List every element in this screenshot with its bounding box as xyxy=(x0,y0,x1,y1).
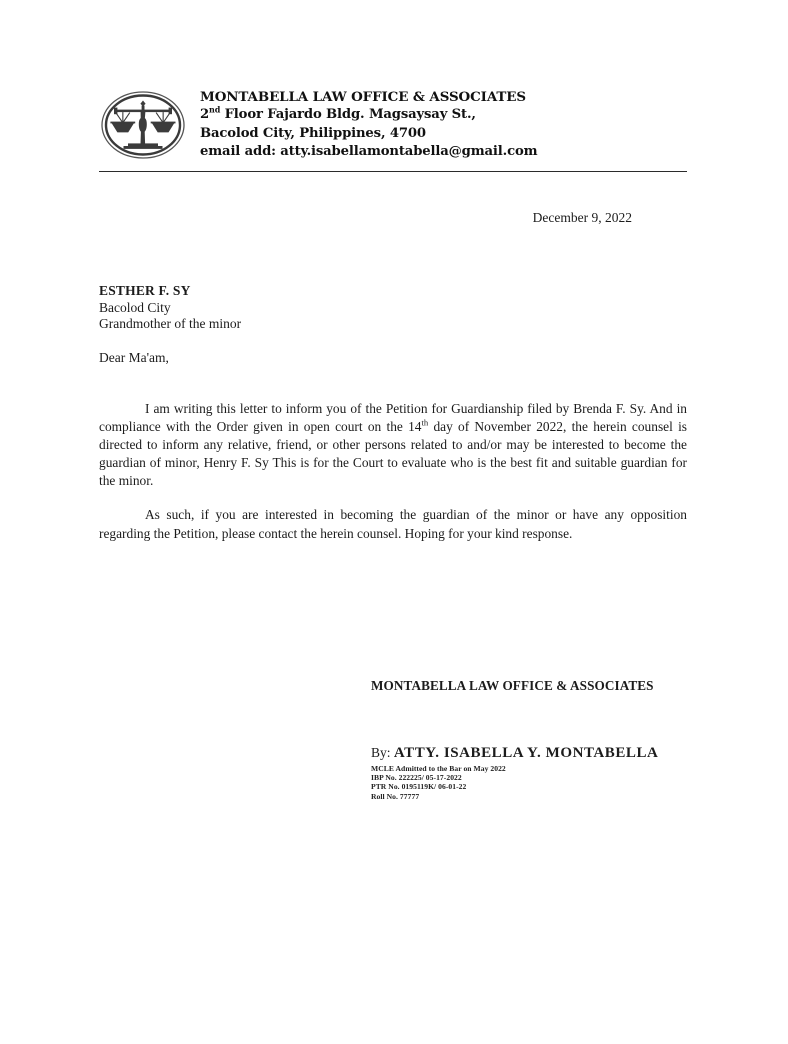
paragraph-1-text-part-2: day of November 2022, the herein counsel is directed to inform any relative, friend, or other persons related to and/or may be interested to become the guardian of minor, Henry F. Sy This is for the Court to evaluate who is the best fit and suitable guardian for the minor. xyxy=(99,419,687,489)
body-paragraph-2: As such, if you are interested in becoming the guardian of the minor or have any opposition regarding the Petition, please contact the herein counsel. Hoping for your kind response. xyxy=(99,507,687,541)
signature-attorney-line xyxy=(371,745,691,762)
attorney-name: ATTY. ISABELLA Y. MONTABELLA xyxy=(393,745,659,761)
credential-ptr: PTR No. 0195119K/ 06-01-22 xyxy=(371,782,467,792)
firm-name: MONTABELLA LAW OFFICE & ASSOCIATES xyxy=(200,89,526,105)
recipient-city: Bacolod City xyxy=(99,299,171,315)
firm-address-line-2: Bacolod City, Philippines, 4700 xyxy=(200,125,426,141)
credential-mcle: MCLE Admitted to the Bar on May 2022 xyxy=(371,764,506,773)
letterhead xyxy=(99,86,689,162)
signature-firm-name: MONTABELLA LAW OFFICE & ASSOCIATES xyxy=(371,678,654,693)
signature-block xyxy=(371,678,691,801)
salutation: Dear Ma'am, xyxy=(99,350,169,365)
firm-email: email add: atty.isabellamontabella@gmail.com xyxy=(200,144,538,160)
credential-roll: Roll No. 77777 xyxy=(371,791,420,801)
recipient-name: ESTHER F. SY xyxy=(99,283,191,298)
address-street: Floor Fajardo Bldg. Magsaysay St., xyxy=(220,107,476,123)
scales-of-justice-icon xyxy=(99,89,187,161)
firm-address-line-1 xyxy=(200,106,537,124)
ordinal-suffix-th: th xyxy=(421,417,429,428)
by-label: By: xyxy=(371,745,391,760)
letter-date: December 9, 2022 xyxy=(532,210,632,225)
paragraph-1-text-part-1: I am writing this letter to inform you of the Petition for Guardianship filed by Brenda F. Sy. And in compliance with the Order given in open court on the 14 xyxy=(99,401,687,435)
attorney-credentials xyxy=(371,764,691,801)
letter-body xyxy=(99,400,687,559)
address-ordinal-suffix: nd xyxy=(209,105,221,116)
credential-ibp: IBP No. 222225/ 05-17-2022 xyxy=(371,773,462,783)
firm-logo xyxy=(99,89,187,161)
recipient-block xyxy=(99,283,241,333)
address-floor-number: 2 xyxy=(200,107,210,123)
recipient-relation: Grandmother of the minor xyxy=(99,316,242,332)
body-paragraph-1 xyxy=(99,400,687,490)
letterhead-text xyxy=(200,86,537,162)
letterhead-divider xyxy=(99,171,687,172)
